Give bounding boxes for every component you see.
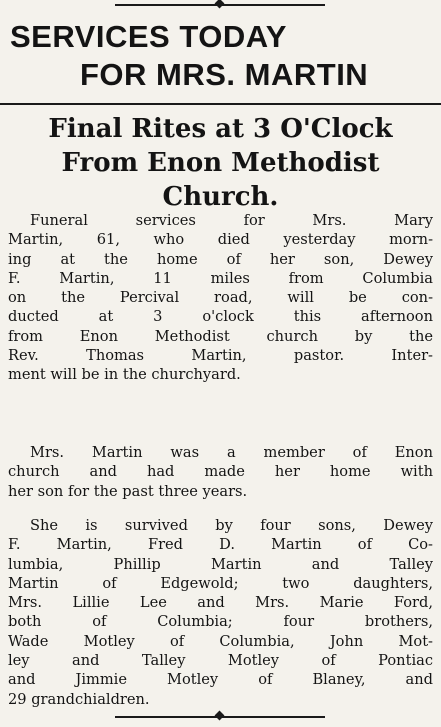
text-line: lumbia, Phillip Martin and Talley <box>8 555 433 573</box>
text-line: ing at the home of her son, Dewey <box>8 250 433 268</box>
text-line: F. Martin, 11 miles from Columbia <box>8 269 433 287</box>
text-line: ment will be in the churchyard. <box>8 366 241 384</box>
diamond-ornament-icon <box>215 0 225 8</box>
text-line: on the Percival road, will be con- <box>8 289 433 307</box>
subhead-line-2: From Enon Methodist <box>61 148 380 178</box>
article-paragraph-1 <box>8 211 433 385</box>
article-paragraph-2 <box>8 443 433 501</box>
text-line: Martin of Edgewold; two daughters, <box>8 574 433 592</box>
text-line: Wade Motley of Columbia, John Mot- <box>8 632 433 650</box>
text-line: both of Columbia; four brothers, <box>8 613 433 631</box>
text-line: from Enon Methodist church by the <box>8 327 433 345</box>
headline-line-1: SERVICES TODAY <box>10 19 287 54</box>
article-paragraph-3 <box>8 516 433 709</box>
text-line: Martin, 61, who died yesterday morn- <box>8 231 433 249</box>
diamond-ornament-icon <box>215 711 225 721</box>
text-line: She is survived by four sons, Dewey <box>30 517 433 534</box>
top-ornament-rule <box>115 0 325 10</box>
text-line: Mrs. Martin was a member of Enon <box>30 444 433 461</box>
text-line: church and had made her home with <box>8 463 433 481</box>
text-line: her son for the past three years. <box>8 482 248 500</box>
headline-line-2: FOR MRS. MARTIN <box>80 57 369 92</box>
bottom-ornament-rule <box>115 712 325 722</box>
text-line: Rev. Thomas Martin, pastor. Inter- <box>8 347 433 365</box>
text-line: 29 grandchialdren. <box>8 690 150 708</box>
text-line: and Jimmie Motley of Blaney, and <box>8 671 433 689</box>
text-line: F. Martin, Fred D. Martin of Co- <box>8 536 433 554</box>
headline-divider <box>0 103 441 105</box>
text-line: Mrs. Lillie Lee and Mrs. Marie Ford, <box>8 594 433 612</box>
text-line: ley and Talley Motley of Pontiac <box>8 652 433 670</box>
subhead-line-1: Final Rites at 3 O'Clock <box>48 114 393 144</box>
subhead-line-3: Church. <box>162 182 279 212</box>
text-line: ducted at 3 o'clock this afternoon <box>8 308 433 326</box>
text-line: Funeral services for Mrs. Mary <box>30 212 433 229</box>
